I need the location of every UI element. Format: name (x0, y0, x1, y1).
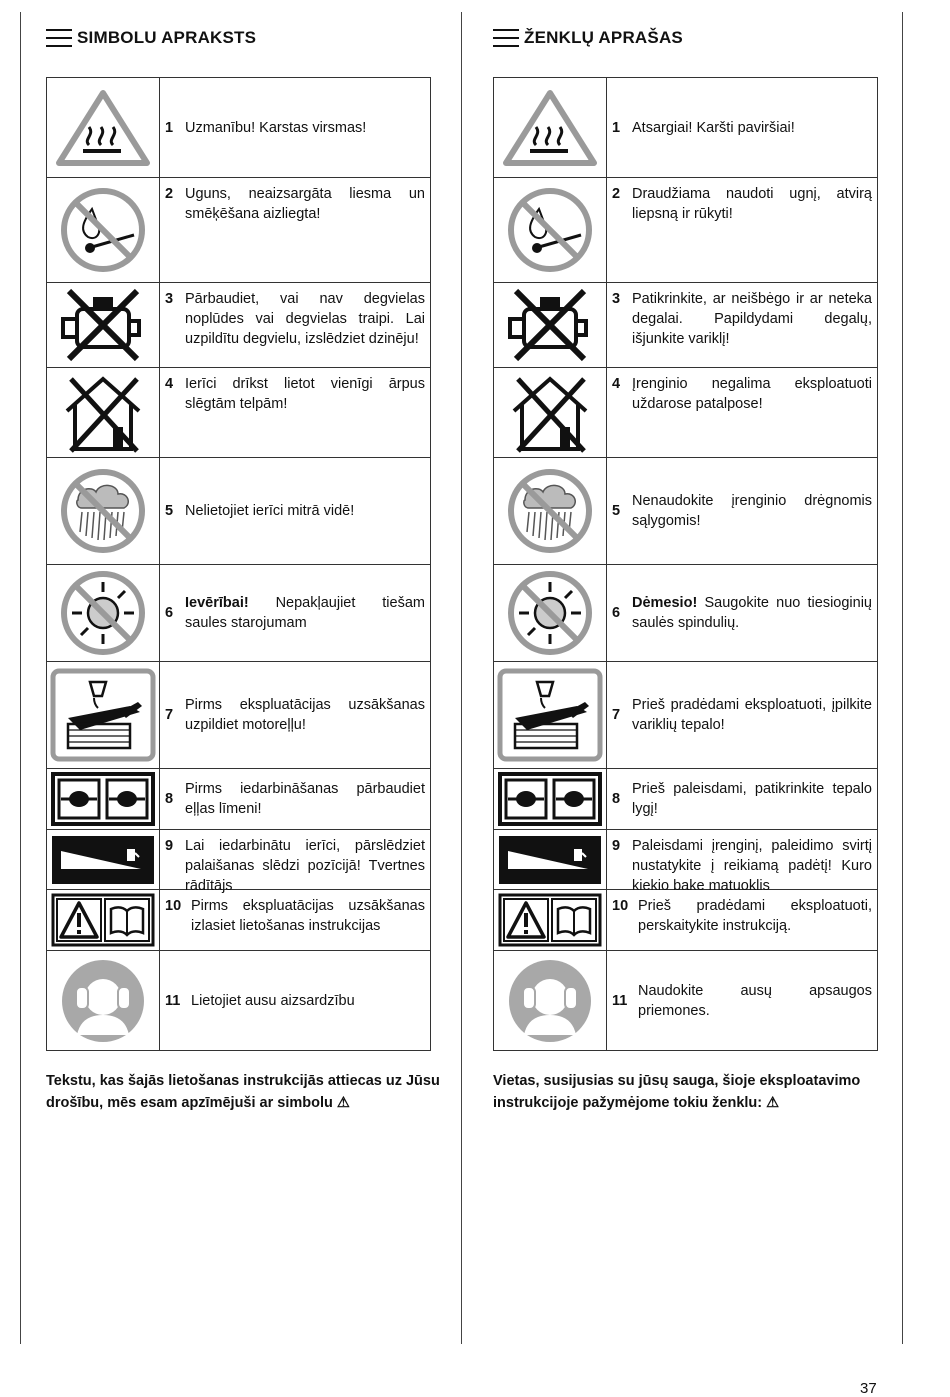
no-indoor-icon (47, 368, 160, 457)
symbol-table (493, 77, 878, 1051)
symbol-number: 5 (612, 503, 621, 519)
symbol-text-body: Prieš pradėdami eksploatuoti, įpilkite variklių tepalo! (632, 697, 872, 733)
symbol-text-body: Pārbaudiet, vai nav degvielas noplūdes vai degvielas traipi. Lai uzpildītu degvielu, izslēdziet dzinēju! (185, 291, 425, 347)
section-heading (493, 27, 683, 49)
symbol-row (494, 950, 877, 1050)
symbol-number: 5 (165, 503, 174, 519)
symbol-text (185, 118, 425, 138)
no-rain-icon (47, 458, 160, 564)
symbol-row (494, 829, 877, 894)
symbol-text (638, 896, 872, 936)
symbol-row (494, 282, 877, 367)
symbol-number: 1 (612, 119, 621, 136)
menu-lines-icon (46, 29, 72, 47)
symbol-text-body: Lietojiet ausu aizsardzību (191, 992, 355, 1009)
symbol-text-body: Nenaudokite įrenginio drėgnomis sąlygomis! (632, 493, 872, 529)
section-heading (46, 27, 256, 49)
symbol-number: 3 (612, 291, 621, 307)
symbol-description (607, 769, 877, 829)
symbol-number: 9 (612, 838, 621, 854)
symbol-text (632, 118, 872, 138)
symbol-text-body: Įrenginio negalima eksploatuoti uždarose patalpose! (632, 376, 872, 412)
symbol-text (632, 779, 872, 819)
symbol-description (607, 662, 877, 768)
symbol-text (191, 896, 425, 936)
symbol-text (632, 184, 872, 224)
symbol-text-body: Naudokite ausų apsaugos priemones. (638, 982, 872, 1019)
symbol-text (632, 491, 872, 531)
symbol-text (185, 374, 425, 414)
no-indoor-icon (494, 368, 607, 457)
safety-footnote: Tekstu, kas šajās lietošanas instrukcijās attiecas uz Jūsu drošību, mēs esam apzīmējuši ar simbolu ⚠ (46, 1073, 440, 1111)
symbol-row (47, 564, 430, 661)
symbol-text-body: Prieš paleisdami, patikrinkite tepalo lygį! (632, 781, 872, 817)
symbol-number: 2 (612, 186, 621, 202)
symbol-text-body: Patikrinkite, ar neišbėgo ir ar neteka degalai. Papildydami degalų, išjunkite variklį! (632, 291, 872, 347)
symbol-number: 3 (165, 291, 174, 307)
symbol-row (47, 889, 430, 950)
heading-text: ŽENKLŲ APRAŠAS (524, 28, 683, 47)
oil-level-icon (47, 769, 160, 829)
hot-surface-icon (47, 78, 160, 177)
symbol-text-body: Paleisdami įrenginį, paleidimo svirtį nustatykite į reikiamą padėtį! Kuro kiekio bake matuoklis (632, 838, 872, 894)
symbol-description (607, 890, 877, 950)
symbol-row (47, 177, 430, 282)
symbol-text-body: Prieš pradėdami eksploatuoti, perskaitykite instrukciją. (638, 898, 872, 934)
heading-text: SIMBOLU APRAKSTS (77, 28, 257, 47)
ear-protection-icon (494, 951, 607, 1050)
symbol-number: 10 (165, 898, 182, 914)
symbol-description (160, 769, 430, 829)
symbol-description (160, 78, 430, 177)
symbol-description (607, 565, 877, 661)
symbol-row (494, 661, 877, 768)
symbol-number: 10 (612, 898, 629, 914)
symbol-text (185, 779, 425, 819)
symbol-text-body: Lai iedarbinātu ierīci, pārslēdziet palaišanas slēdzi pozīcijā! Tvertnes rādītājs (185, 838, 425, 894)
symbol-description (607, 368, 877, 457)
center-divider-line (461, 12, 462, 1344)
symbol-description (607, 458, 877, 564)
symbol-text (185, 836, 425, 896)
symbol-text-body: Ierīci drīkst lietot vienīgi ārpus slēgtām telpām! (185, 376, 425, 412)
engine-off-icon (47, 283, 160, 367)
symbol-text (632, 593, 872, 633)
symbol-description (607, 951, 877, 1050)
symbol-text (185, 695, 425, 735)
symbol-number: 11 (165, 992, 181, 1009)
symbol-row (47, 457, 430, 564)
symbol-description (160, 951, 430, 1050)
symbol-text (185, 184, 425, 224)
symbol-description (160, 662, 430, 768)
symbol-number: 4 (612, 376, 621, 392)
symbol-row (494, 889, 877, 950)
fill-oil-icon (494, 662, 607, 768)
symbol-text-body: Atsargiai! Karšti paviršiai! (632, 119, 795, 136)
symbol-text (638, 981, 872, 1021)
symbol-description (160, 830, 430, 894)
symbol-table (46, 77, 431, 1051)
no-fire-icon (494, 178, 607, 282)
symbol-number: 2 (165, 186, 174, 202)
symbol-description (607, 830, 877, 894)
symbol-text (185, 289, 425, 349)
fuel-gauge-icon (494, 830, 607, 889)
symbol-text (632, 836, 872, 896)
symbol-row (47, 829, 430, 894)
symbol-row (494, 768, 877, 829)
oil-level-icon (494, 769, 607, 829)
symbol-text-body: Draudžiama naudoti ugnį, atvirą liepsną ir rūkyti! (632, 186, 872, 222)
menu-lines-icon (493, 29, 519, 47)
safety-footnote: Vietas, susijusias su jūsų sauga, šioje eksploatavimo instrukcijoje pažymėjome tokiu ženklu: ⚠ (493, 1073, 861, 1111)
symbol-number: 1 (165, 119, 174, 136)
symbol-text (632, 374, 872, 414)
symbol-text (185, 593, 425, 633)
symbol-number: 4 (165, 376, 174, 392)
symbol-text-body: Uguns, neaizsargāta liesma un smēķēšana aizliegta! (185, 186, 425, 222)
symbol-number: 7 (612, 707, 621, 723)
symbol-text-body: Nelietojiet ierīci mitrā vidē! (185, 503, 355, 519)
symbol-text (632, 695, 872, 735)
page-number: 37 (860, 1380, 877, 1397)
hot-surface-icon (494, 78, 607, 177)
fill-oil-icon (47, 662, 160, 768)
warning-label: Dėmesio! (632, 595, 698, 611)
read-manual-icon (47, 890, 160, 950)
symbol-text-body: Uzmanību! Karstas virsmas! (185, 119, 367, 136)
symbol-number: 8 (165, 791, 174, 807)
engine-off-icon (494, 283, 607, 367)
symbol-row (494, 564, 877, 661)
symbol-row (47, 282, 430, 367)
symbol-description (160, 368, 430, 457)
symbol-number: 7 (165, 707, 174, 723)
symbol-description (160, 178, 430, 282)
symbol-description (160, 458, 430, 564)
symbol-text-body: Saugokite nuo tiesioginių saulės spindulių. (632, 595, 872, 631)
symbol-row (494, 367, 877, 457)
symbol-number: 8 (612, 791, 621, 807)
symbol-description (607, 78, 877, 177)
symbol-description (160, 565, 430, 661)
symbol-text-body: Pirms ekspluatācijas uzsākšanas uzpildiet motoreļļu! (185, 697, 425, 733)
symbol-text-body: Pirms ekspluatācijas uzsākšanas izlasiet lietošanas instrukcijas (191, 898, 425, 934)
symbol-row (494, 457, 877, 564)
fuel-gauge-icon (47, 830, 160, 889)
symbol-row (494, 78, 877, 177)
ear-protection-icon (47, 951, 160, 1050)
symbol-row (47, 768, 430, 829)
symbol-number: 6 (612, 605, 621, 621)
symbol-description (160, 283, 430, 367)
symbol-row (47, 661, 430, 768)
read-manual-icon (494, 890, 607, 950)
symbol-text-body: Nepakļaujiet tiešam saules starojumam (185, 595, 425, 631)
left-margin-line (20, 12, 21, 1344)
symbol-text (185, 501, 425, 521)
symbol-row (47, 367, 430, 457)
symbol-description (160, 890, 430, 950)
symbol-text-body: Pirms iedarbināšanas pārbaudiet eļļas līmeni! (185, 781, 425, 817)
no-rain-icon (494, 458, 607, 564)
symbol-row (494, 177, 877, 282)
warning-label: Ievērībai! (185, 595, 249, 611)
symbol-number: 6 (165, 605, 174, 621)
symbol-number: 9 (165, 838, 174, 854)
symbol-text (632, 289, 872, 349)
symbol-row (47, 78, 430, 177)
symbol-number: 11 (612, 992, 628, 1009)
symbol-row (47, 950, 430, 1050)
symbol-description (607, 178, 877, 282)
no-sun-icon (47, 565, 160, 661)
no-fire-icon (47, 178, 160, 282)
no-sun-icon (494, 565, 607, 661)
right-margin-line (902, 12, 903, 1344)
symbol-description (607, 283, 877, 367)
symbol-text (191, 991, 425, 1011)
